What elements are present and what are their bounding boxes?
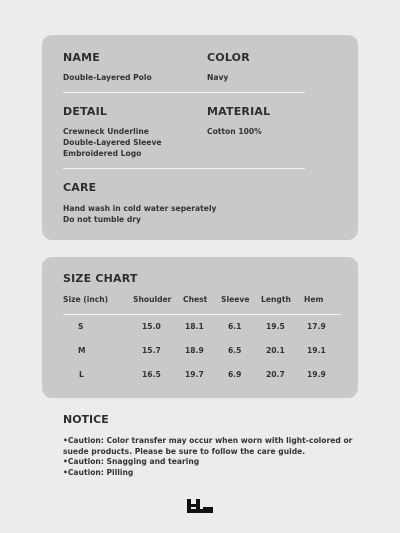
col-header-sleeve: Sleeve — [221, 295, 250, 304]
detail-label: DETAIL — [63, 105, 108, 118]
hem-cell: 19.9 — [307, 370, 326, 379]
header-divider — [63, 314, 341, 315]
col-header-size: Size (inch) — [63, 295, 109, 304]
size-cell: M — [78, 346, 86, 355]
notice-line: •Caution: Snagging and tearing — [63, 457, 200, 466]
notice-line: •Caution: Color transfer may occur when worn with light-colored or — [63, 436, 353, 445]
size-cell: S — [78, 322, 84, 331]
hem-cell: 19.1 — [307, 346, 326, 355]
notice-line: •Caution: Pilling — [63, 467, 134, 477]
hem-cell: 17.9 — [307, 322, 326, 331]
size-chart-title: SIZE CHART — [63, 272, 138, 285]
length-cell: 20.1 — [266, 346, 285, 355]
color-label: COLOR — [207, 51, 250, 64]
care-line: Hand wash in cold water seperately — [63, 204, 217, 213]
material-label: MATERIAL — [207, 105, 271, 118]
brand-logo-icon — [186, 498, 214, 514]
chest-cell: 18.9 — [185, 346, 204, 355]
name-label: NAME — [63, 51, 100, 64]
detail-line: Double-Layered Sleeve — [63, 138, 162, 147]
col-header-length: Length — [261, 295, 291, 304]
col-header-chest: Chest — [183, 295, 208, 304]
length-cell: 20.7 — [266, 370, 285, 379]
shoulder-cell: 16.5 — [142, 370, 161, 379]
care-line: Do not tumble dry — [63, 215, 141, 224]
color-value: Navy — [207, 73, 229, 82]
notice-list — [63, 436, 363, 478]
shoulder-cell: 15.0 — [142, 322, 161, 331]
col-header-shoulder: Shoulder — [133, 295, 172, 304]
sleeve-cell: 6.5 — [228, 346, 242, 355]
sleeve-cell: 6.9 — [228, 370, 242, 379]
col-header-hem: Hem — [304, 295, 324, 304]
chest-cell: 18.1 — [185, 322, 204, 331]
material-value: Cotton 100% — [207, 127, 262, 136]
name-value: Double-Layered Polo — [63, 73, 152, 82]
sleeve-cell: 6.1 — [228, 322, 242, 331]
notice-title: NOTICE — [63, 413, 109, 426]
chest-cell: 19.7 — [185, 370, 204, 379]
divider — [63, 168, 305, 169]
shoulder-cell: 15.7 — [142, 346, 161, 355]
notice-line: suede products. Please be sure to follow the care guide. — [63, 446, 306, 456]
length-cell: 19.5 — [266, 322, 285, 331]
detail-line: Crewneck Underline — [63, 127, 149, 136]
divider — [63, 92, 305, 93]
detail-line: Embroidered Logo — [63, 149, 142, 158]
care-label: CARE — [63, 181, 97, 194]
size-cell: L — [79, 370, 84, 379]
product-info-card — [42, 35, 358, 240]
size-chart-card — [42, 257, 358, 398]
